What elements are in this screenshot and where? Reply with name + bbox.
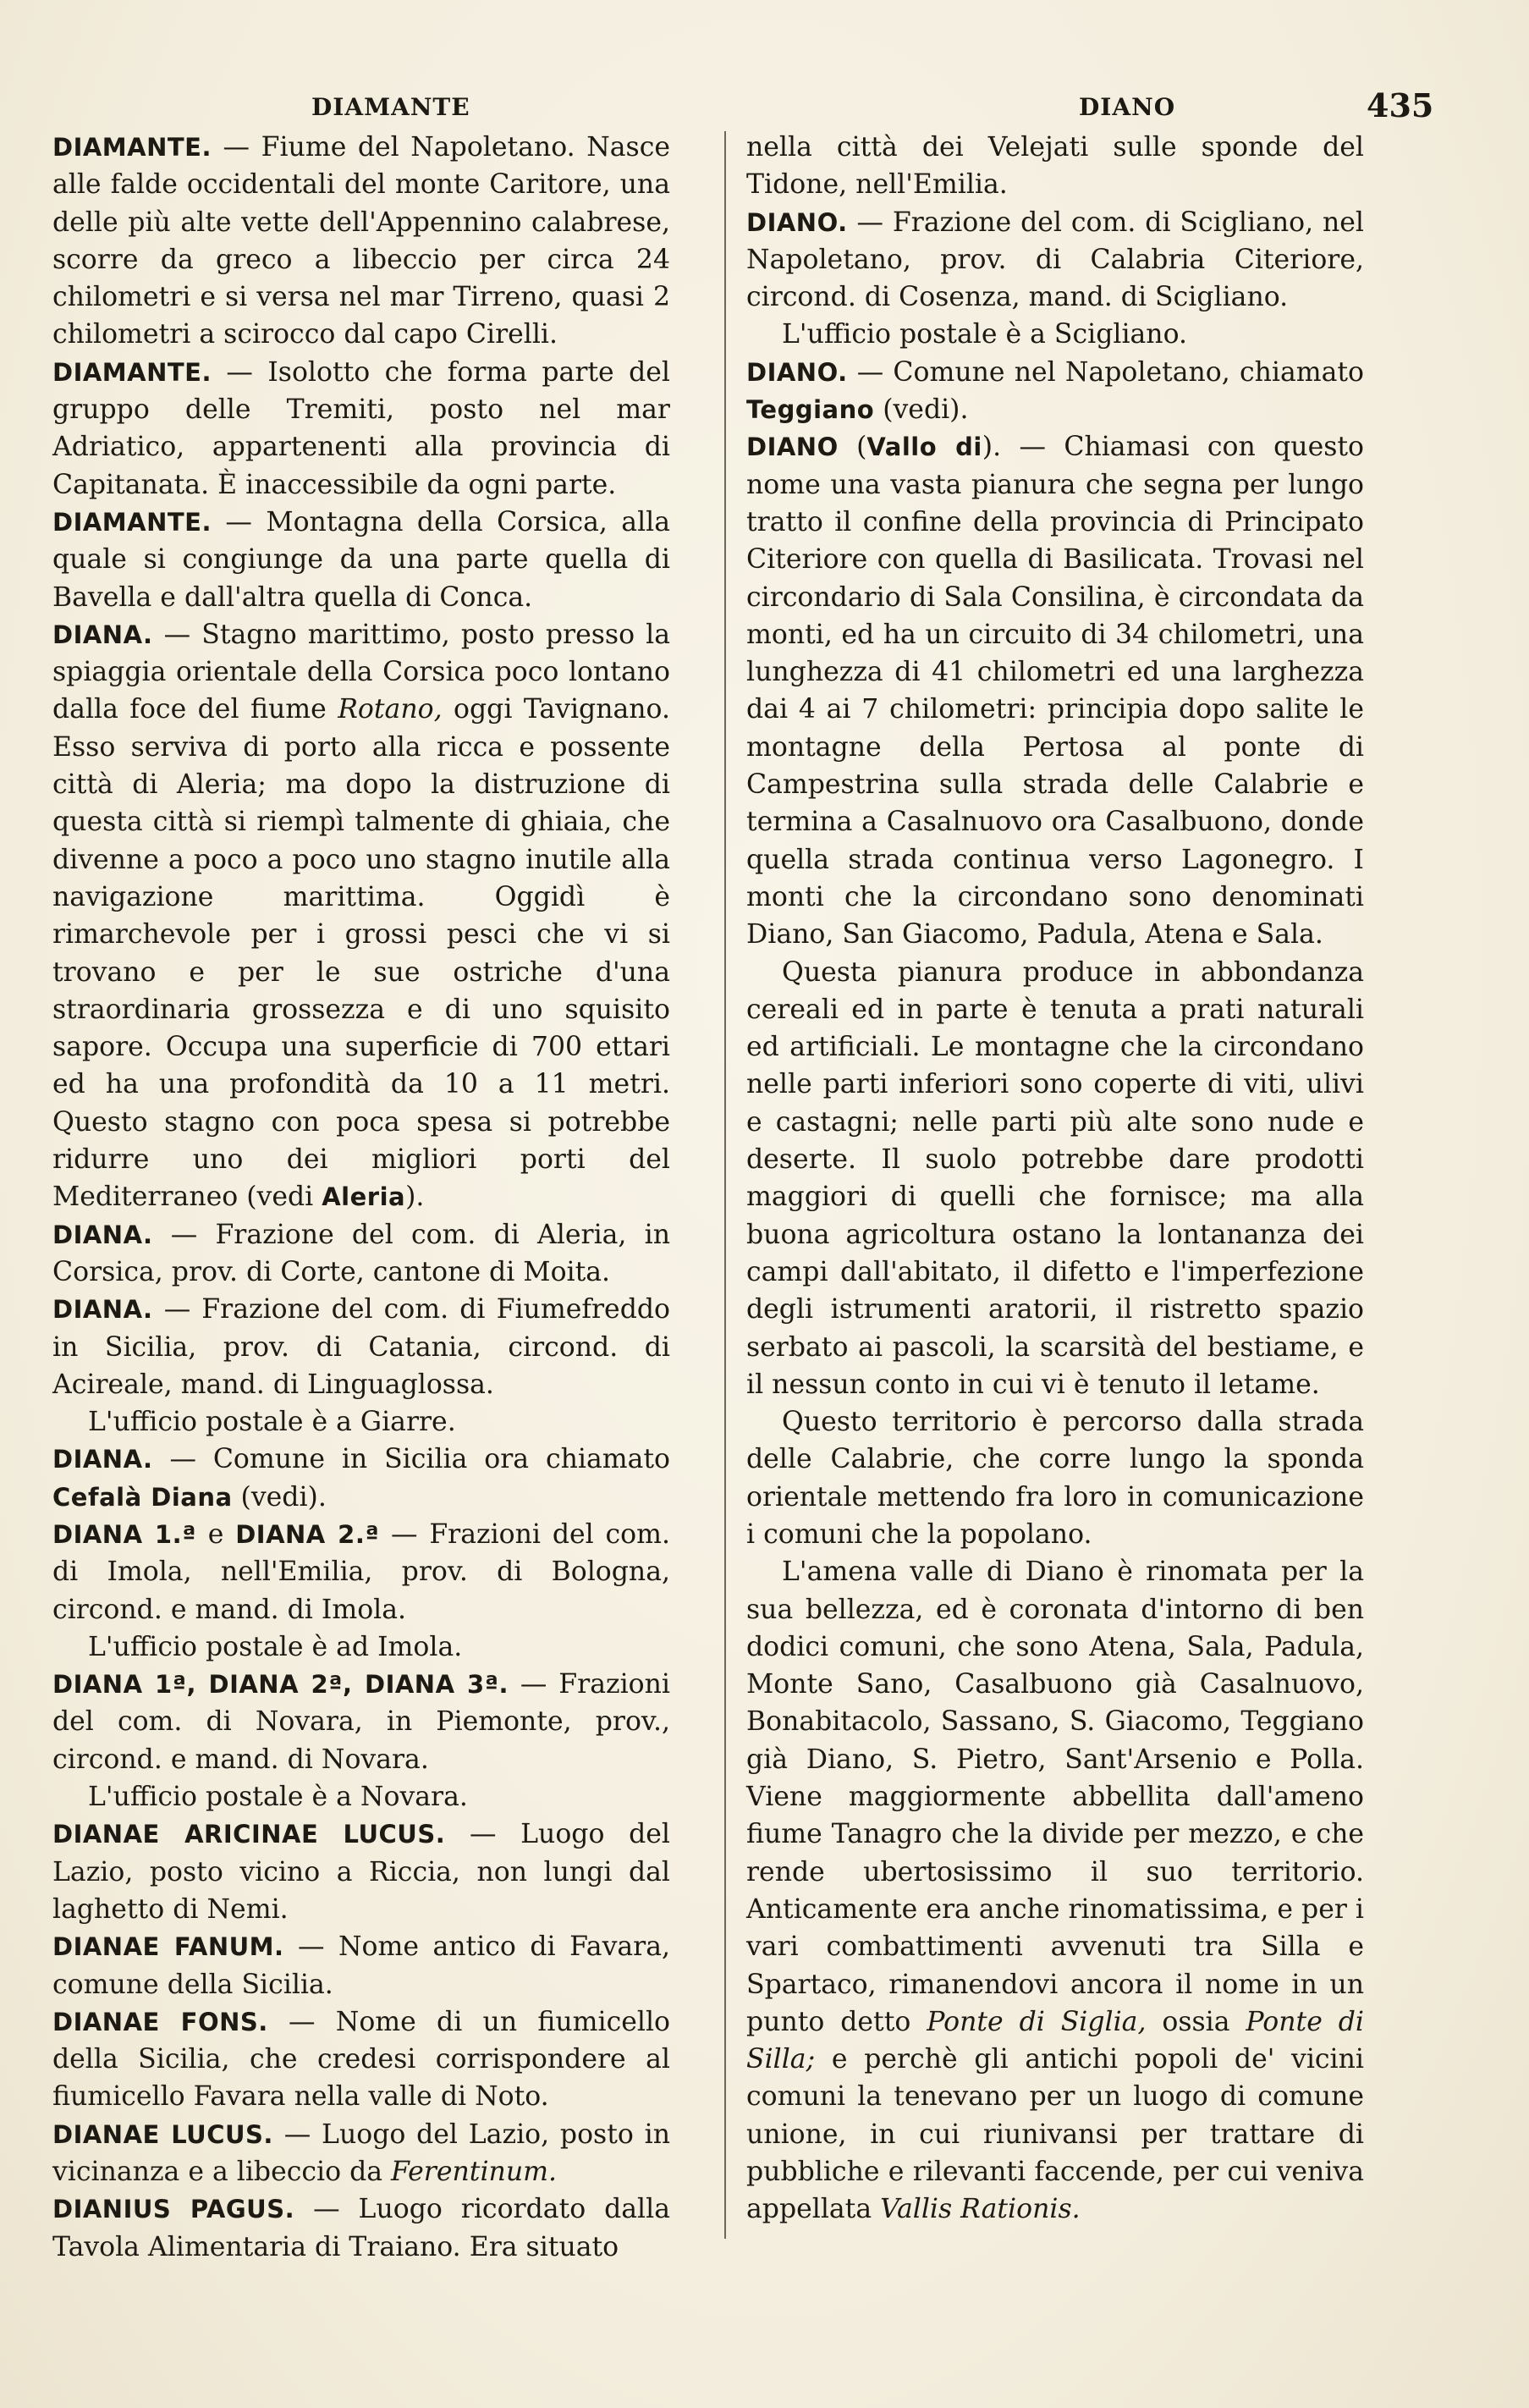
headword: DIANO. [746, 357, 848, 387]
entry-text: — Nome di un fiumicello della Sicilia, che credesi corrispondere al fiumicello Favara nella valle di Noto. [52, 2006, 670, 2113]
headword: DIANAE FANUM. [52, 1932, 284, 1962]
entry-diana-fiumefreddo [52, 1291, 670, 1403]
running-head-right: DIANO [1079, 93, 1176, 121]
entry-text: — Luogo ricordato dalla Tavola Alimentaria di Traiano. Era situato [52, 2194, 670, 2262]
paragraph-text: e perchè gli antichi popoli de' vicini comuni la tenevano per un luogo di comune unione, in cui riunivansi per trattare di pubbliche e rilevanti faccende, per cui veniva appellata [746, 2044, 1364, 2225]
headword: DIANAE FONS. [52, 2007, 268, 2036]
italic-term: Rotano, [338, 694, 443, 725]
postal-note: L'ufficio postale è a Giarre. [88, 1407, 456, 1438]
entry-dianae-fanum [52, 1928, 670, 2003]
cross-reference: Aleria [322, 1182, 406, 1212]
entry-text: — Fiume del Napoletano. Nasce alle falde occidentali del monte Caritore, una delle più alte vette dell'Appennino calabrese, scorre da greco a libeccio per circa 24 chilometri e si versa nel mar Tirreno, quasi 2 chilometri a scirocco dal capo Cirelli. [52, 132, 670, 350]
headword: DIANA 2.ª [235, 1519, 380, 1549]
entry-text: oggi Tavignano. Esso serviva di porto alla ricca e possente città di Aleria; ma dopo la distruzione di questa città si riempì talmente di ghiaia, che divenne a poco a poco uno stagno inutile alla navigazione marittima. Oggidì è rimarchevole per i grossi pesci che vi si trovano e per le sue ostriche d'una straordinaria grossezza e di uno squisito sapore. Occupa una superficie di 700 ettari ed ha una profondità da 10 a 11 metri. Questo stagno con poca spesa si potrebbe ridurre uno dei migliori porti del Mediterraneo (vedi [52, 694, 670, 1213]
entry-diamante-montagna [52, 504, 670, 616]
paragraph-text: ossia [1146, 2006, 1246, 2037]
entry-diana-stagno [52, 616, 670, 1216]
headword: DIANA 1.ª [52, 1519, 196, 1549]
paragraph [746, 1553, 1364, 2228]
entry-text: — Luogo del Lazio, posto vicino a Riccia, non lungi dal laghetto di Nemi. [52, 1819, 670, 1925]
running-head-left: DIAMANTE [311, 93, 470, 121]
headword: DIANIUS PAGUS. [52, 2195, 295, 2224]
headword: DIAMANTE. [52, 507, 212, 537]
headword: DIANA. [52, 1445, 153, 1474]
entry-vallo-di-diano [746, 428, 1364, 953]
continued-text: nella città dei Velejati sulle sponde del Tidone, nell'Emilia. [746, 132, 1364, 201]
entry-diano-frazione [746, 204, 1364, 317]
entry-text: — Montagna della Corsica, alla quale si congiunge da una parte quella di Bavella e dall'altra quella di Conca. [52, 506, 670, 613]
cross-reference: Cefalà Diana [52, 1482, 233, 1512]
entry-diano-comune [746, 354, 1364, 429]
headword: DIANA. [52, 620, 153, 649]
italic-term: Ponte di Siglia, [927, 2006, 1147, 2037]
paragraph-text: L'amena valle di Diano è rinomata per la sua bellezza, ed è coronata d'intorno di ben dodici comuni, che sono Atena, Sala, Padula, Monte Sano, Casalbuono già Casalnuovo, Bonabitacolo, Sassano, S. Giacomo, Teggiano già Diano, S. Pietro, Sant'Arsenio e Polla. Viene maggiormente abbellita dall'ameno fiume Tanagro che la divide per mezzo, e che rende ubertosissimo il suo territorio. Anticamente era anche rinomatissima, e per i vari combattimenti avvenuti tra Silla e Spartaco, rimanendovi ancora il nome in un punto detto [746, 1557, 1364, 2037]
entry-text: — Stagno marittimo, posto presso la spiaggia orientale della Corsica poco lontano dalla foce del fiume [52, 619, 670, 725]
entry-text: — Frazione del com. di Scigliano, nel Napoletano, prov. di Calabria Citeriore, circond. di Cosenza, mand. di Scigliano. [746, 207, 1364, 313]
italic-term: Ferentinum. [391, 2157, 557, 2188]
entry-text: ). — Chiamasi con questo nome una vasta pianura che segna per lungo tratto il confine della provincia di Principato Citeriore con quella di Basilicata. Trovasi nel circondario di Sala Consilina, è circondata da monti, ed ha un circuito di 34 chilometri, una lunghezza di 41 chilometri ed una larghezza dai 4 ai 7 chilometri: principia dopo salite le montagne della Pertosa al ponte di Campestrina sulla strada delle Calabrie e termina a Casalnuovo ora Casalbuono, donde quella strada continua verso Lagonegro. I monti che la circondano sono denominati Diano, San Giacomo, Padula, Atena e Sala. [746, 432, 1364, 951]
entry-text: — Isolotto che forma parte del gruppo delle Tremiti, posto nel mar Adriatico, appartenenti alla provincia di Capitanata. È inaccessibile da ogni parte. [52, 356, 670, 500]
italic-term: Ponte di Silla; [746, 2006, 1364, 2075]
page-number: 435 [1367, 86, 1434, 124]
right-column [746, 129, 1364, 2229]
entry-text: — Luogo del Lazio, posto in vicinanza e a libeccio da [52, 2119, 670, 2188]
paragraph: Questa pianura produce in abbondanza cereali ed in parte è tenuta a prati naturali ed artificiali. Le montagne che la circondano nelle parti inferiori sono coperte di viti, ulivi e castagni; nelle parti più alte sono nude e deserte. Il suolo potrebbe dare prodotti maggiori di quelli che fornisce; ma alla buona agricoltura ostano la lontananza dei campi dall'abitato, il difetto e l'imperfezione degli istrumenti aratorii, il ristretto spazio serbato ai pascoli, la scarsità del bestiame, e il nessun conto in cui vi è tenuto il letame. [746, 956, 1364, 1400]
entry-text: (vedi). [232, 1481, 327, 1513]
entry-dianae-aricinae-lucus [52, 1816, 670, 1928]
entry-text: — Frazioni del com. di Imola, nell'Emilia, prov. di Bologna, circond. e mand. di Imola. [52, 1518, 670, 1625]
entry-dianius-pagus [52, 2190, 670, 2266]
cross-reference: Teggiano [746, 395, 875, 425]
entry-text: ). [405, 1182, 425, 1213]
entry-text: ( [838, 432, 867, 463]
headword: DIANA. [52, 1295, 153, 1325]
entry-text: (vedi). [874, 394, 969, 426]
italic-term: Vallis Rationis. [880, 2194, 1081, 2225]
headword: Vallo di [866, 433, 982, 462]
entry-diamante-fiume [52, 129, 670, 354]
entry-diana-novara [52, 1666, 670, 1778]
headword: DIANAE ARICINAE LUCUS. [52, 1820, 446, 1849]
postal-note: L'ufficio postale è a Novara. [88, 1782, 468, 1813]
headword: DIAMANTE. [52, 133, 212, 162]
postal-note: L'ufficio postale è a Scigliano. [782, 319, 1188, 350]
entry-diana-imola [52, 1516, 670, 1628]
entry-text: — Comune nel Napoletano, chiamato [847, 356, 1364, 388]
entry-text: — Frazione del com. di Fiumefreddo in Sicilia, prov. di Catania, circond. di Acireale, mand. di Linguaglossa. [52, 1294, 670, 1400]
entry-dianae-fons [52, 2003, 670, 2116]
entry-diana-comune [52, 1441, 670, 1516]
entry-dianae-lucus [52, 2116, 670, 2191]
headword: DIAMANTE. [52, 357, 212, 387]
entry-text: — Frazioni del com. di Novara, in Piemonte, prov., circond. e mand. di Novara. [52, 1669, 671, 1775]
left-column [52, 129, 670, 2266]
postal-note: L'ufficio postale è ad Imola. [88, 1631, 463, 1662]
paragraph: Questo territorio è percorso dalla strada delle Calabrie, che corre lungo la sponda orientale mettendo fra loro in comunicazione i comuni che la popolano. [746, 1407, 1364, 1550]
entry-text: e [195, 1518, 236, 1550]
headword: DIANO. [746, 207, 848, 237]
entry-diana-aleria [52, 1216, 670, 1292]
entry-text: — Nome antico di Favara, comune della Sicilia. [52, 1931, 670, 2000]
headword: DIANAE LUCUS. [52, 2119, 273, 2149]
headword: DIANO [746, 433, 839, 462]
headword: DIANA 1ª, DIANA 2ª, DIANA 3ª. [52, 1670, 509, 1700]
column-divider [724, 131, 726, 2239]
entry-diamante-isolotto [52, 354, 670, 504]
headword: DIANA. [52, 1220, 153, 1249]
entry-text: — Frazione del com. di Aleria, in Corsica, prov. di Corte, cantone di Moita. [52, 1219, 670, 1287]
entry-text: — Comune in Sicilia ora chiamato [152, 1444, 670, 1475]
